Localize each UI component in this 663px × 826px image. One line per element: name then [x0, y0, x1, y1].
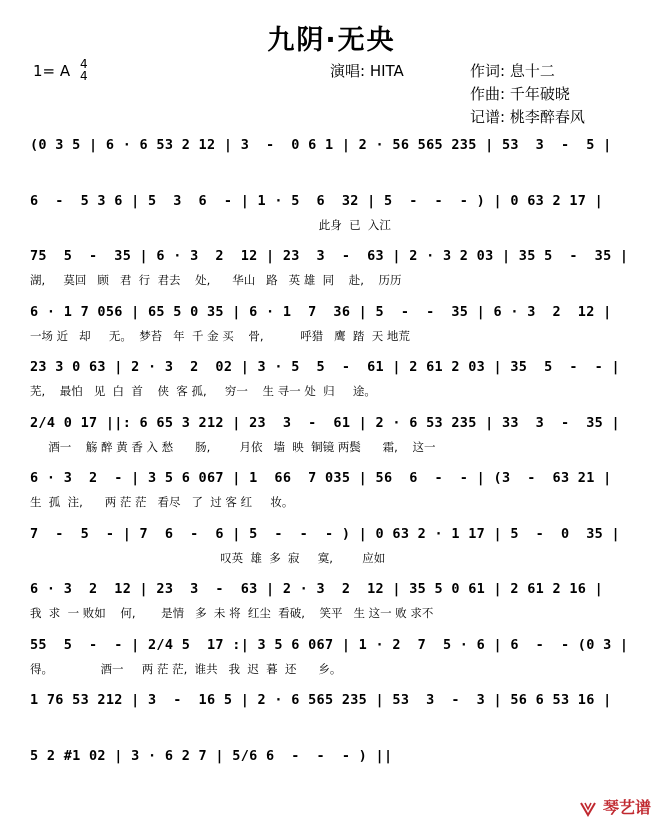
lyric-line: 湖, 莫回 顾 君 行 君去 处, 华山 路 英 雄 同 赴, 历历	[30, 273, 402, 287]
key-signature: 1= A	[33, 62, 71, 80]
time-signature	[80, 58, 88, 82]
notation-line: 6 - 5 3 6 | 5 3 6 - | 1 · 5 6 32 | 5 - - - ) | 0 63 2 17 |	[30, 192, 604, 209]
lyric-line: 叹英 雄 多 寂 寞, 应如	[30, 550, 386, 565]
notation-line: (0 3 5 | 6 · 6 53 2 12 | 3 - 0 6 1 | 2 · 56 565 235 | 53 3 - 5 |	[30, 137, 612, 153]
notation-line: 5 2 #1 02 | 3 · 6 2 7 | 5/6 6 - - - ) ||	[30, 747, 393, 764]
composer-credit: 作曲: 千年破晓	[470, 85, 570, 103]
transcriber-credit: 记谱: 桃李醉春风	[470, 108, 585, 126]
qinyipu-logo-icon	[579, 801, 597, 817]
lyric-line: 酒一 觞 醉 黄 香 入 愁 肠, 月依 墙 映 铜镜 两鬓 霜, 这一	[30, 439, 436, 454]
notation-line: 1 76 53 212 | 3 - 16 5 | 2 · 6 565 235 | 53 3 - 3 | 56 6 53 16 |	[30, 692, 612, 708]
notation-line: 55 5 - - | 2/4 5 17 :| 3 5 6 067 | 1 · 2 7 5 · 6 | 6 - - (0 3 |	[30, 636, 629, 653]
lyric-line: 我 求 一 败如 何, 是情 多 未 将 红尘 看破, 笑平 生 这一 败 求不	[30, 606, 434, 620]
credits	[470, 60, 585, 129]
notation-line: 75 5 - 35 | 6 · 3 2 12 | 23 3 - 63 | 2 · 3 2 03 | 35 5 - 35 |	[30, 248, 629, 264]
notation-line: 6 · 1 7 056 | 65 5 0 35 | 6 · 1 7 36 | 5 - - 35 | 6 · 3 2 12 |	[30, 303, 612, 320]
page-title: 九阴·无央	[267, 25, 396, 56]
meter-top: 4	[80, 57, 88, 71]
notation-line: 6 · 3 2 12 | 23 3 - 63 | 2 · 3 2 12 | 35 5 0 61 | 2 61 2 16 |	[30, 581, 604, 597]
watermark	[579, 795, 651, 818]
notation-line: 7 - 5 - | 7 6 - 6 | 5 - - - ) | 0 63 2 · 1 17 | 5 - 0 35 |	[30, 525, 620, 542]
lyricist-credit: 作词: 息十二	[470, 62, 555, 80]
lyric-line: 此身 已 入江	[30, 217, 391, 232]
lyric-line: 一场 近 却 无。 梦苔 年 千 金 买 骨, 呼猎 鹰 踏 天 地荒	[30, 328, 410, 343]
meter-bottom: 4	[80, 69, 88, 83]
watermark-text: 琴艺谱	[602, 798, 651, 817]
lyric-line: 芜, 最怕 见 白 首 侠 客 孤, 穷一 生 寻一 处 归 途。	[30, 384, 376, 398]
lyric-line: 生 孤 注, 两 茫 茫 看尽 了 过 客 红 妆。	[30, 495, 294, 509]
notation-line: 23 3 0 63 | 2 · 3 2 02 | 3 · 5 5 - 61 | 2 61 2 03 | 35 5 - - |	[30, 359, 620, 375]
lyric-line: 得。 酒一 两 茫 茫, 谁共 我 迟 暮 还 乡。	[30, 661, 342, 676]
notation-line: 2/4 0 17 ||: 6 65 3 212 | 23 3 - 61 | 2 · 6 53 235 | 33 3 - 35 |	[30, 414, 620, 431]
notation-line: 6 · 3 2 - | 3 5 6 067 | 1 66 7 035 | 56 6 - - | (3 - 63 21 |	[30, 470, 612, 486]
singer-credit: 演唱: HITA	[330, 62, 404, 80]
